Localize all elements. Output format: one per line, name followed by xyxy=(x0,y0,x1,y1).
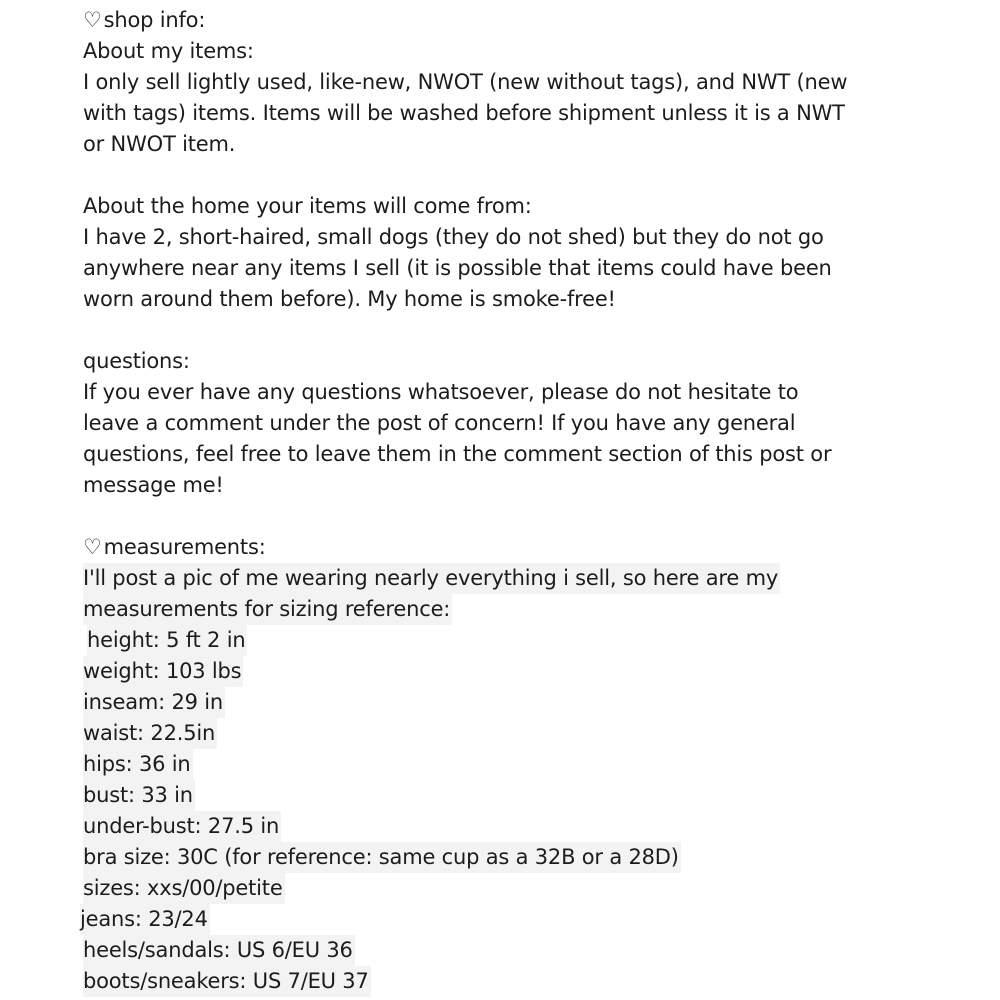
measurement-item-waist: waist: 22.5in xyxy=(83,718,983,749)
shop-info-document xyxy=(80,5,983,997)
measurement-item-inseam: inseam: 29 in xyxy=(83,687,983,718)
measurement-item-heels: heels/sandals: US 6/EU 36 xyxy=(83,935,983,966)
measurement-item-under-bust: under-bust: 27.5 in xyxy=(83,811,983,842)
measurement-item-bra-size: bra size: 30C (for reference: same cup as a 32B or a 28D) xyxy=(83,842,983,873)
measurements-heading-text: measurements: xyxy=(103,535,266,559)
about-items-line: with tags) items. Items will be washed before shipment unless it is a NWT xyxy=(83,101,845,125)
measurement-item-bust: bust: 33 in xyxy=(83,780,983,811)
about-home-line: anywhere near any items I sell (it is possible that items could have been xyxy=(83,256,832,280)
about-items-line: I only sell lightly used, like-new, NWOT (new without tags), and NWT (new xyxy=(83,70,848,94)
heart-icon: ♡ xyxy=(83,535,102,559)
shop-info-heading xyxy=(83,5,983,36)
questions-line: If you ever have any questions whatsoever, please do not hesitate to xyxy=(83,380,799,404)
spacer xyxy=(83,501,983,532)
about-items-line: or NWOT item. xyxy=(83,132,236,156)
about-items-heading: About my items: xyxy=(83,39,254,63)
measurement-item-weight: weight: 103 lbs xyxy=(83,656,983,687)
questions-line: leave a comment under the post of concern! If you have any general xyxy=(83,411,796,435)
about-home-line: I have 2, short-haired, small dogs (they do not shed) but they do not go xyxy=(83,225,824,249)
measurement-item-sizes: sizes: xxs/00/petite xyxy=(83,873,983,904)
spacer xyxy=(83,160,983,191)
measurement-item-jeans: jeans: 23/24 xyxy=(80,904,983,935)
heart-icon: ♡ xyxy=(83,8,102,32)
measurements-intro-line: measurements for sizing reference: xyxy=(83,594,983,625)
measurement-item-height: height: 5 ft 2 in xyxy=(87,625,983,656)
questions-line: questions, feel free to leave them in the comment section of this post or xyxy=(83,442,832,466)
about-home-heading: About the home your items will come from: xyxy=(83,194,532,218)
measurements-intro-line: I'll post a pic of me wearing nearly everything i sell, so here are my xyxy=(83,563,983,594)
questions-line: message me! xyxy=(83,473,224,497)
shop-info-heading-text: shop info: xyxy=(103,8,206,32)
measurement-item-hips: hips: 36 in xyxy=(83,749,983,780)
spacer xyxy=(83,315,983,346)
measurement-item-boots: boots/sneakers: US 7/EU 37 xyxy=(83,966,983,997)
measurements-heading xyxy=(83,532,983,563)
questions-heading: questions: xyxy=(83,349,190,373)
about-home-line: worn around them before). My home is smoke-free! xyxy=(83,287,616,311)
